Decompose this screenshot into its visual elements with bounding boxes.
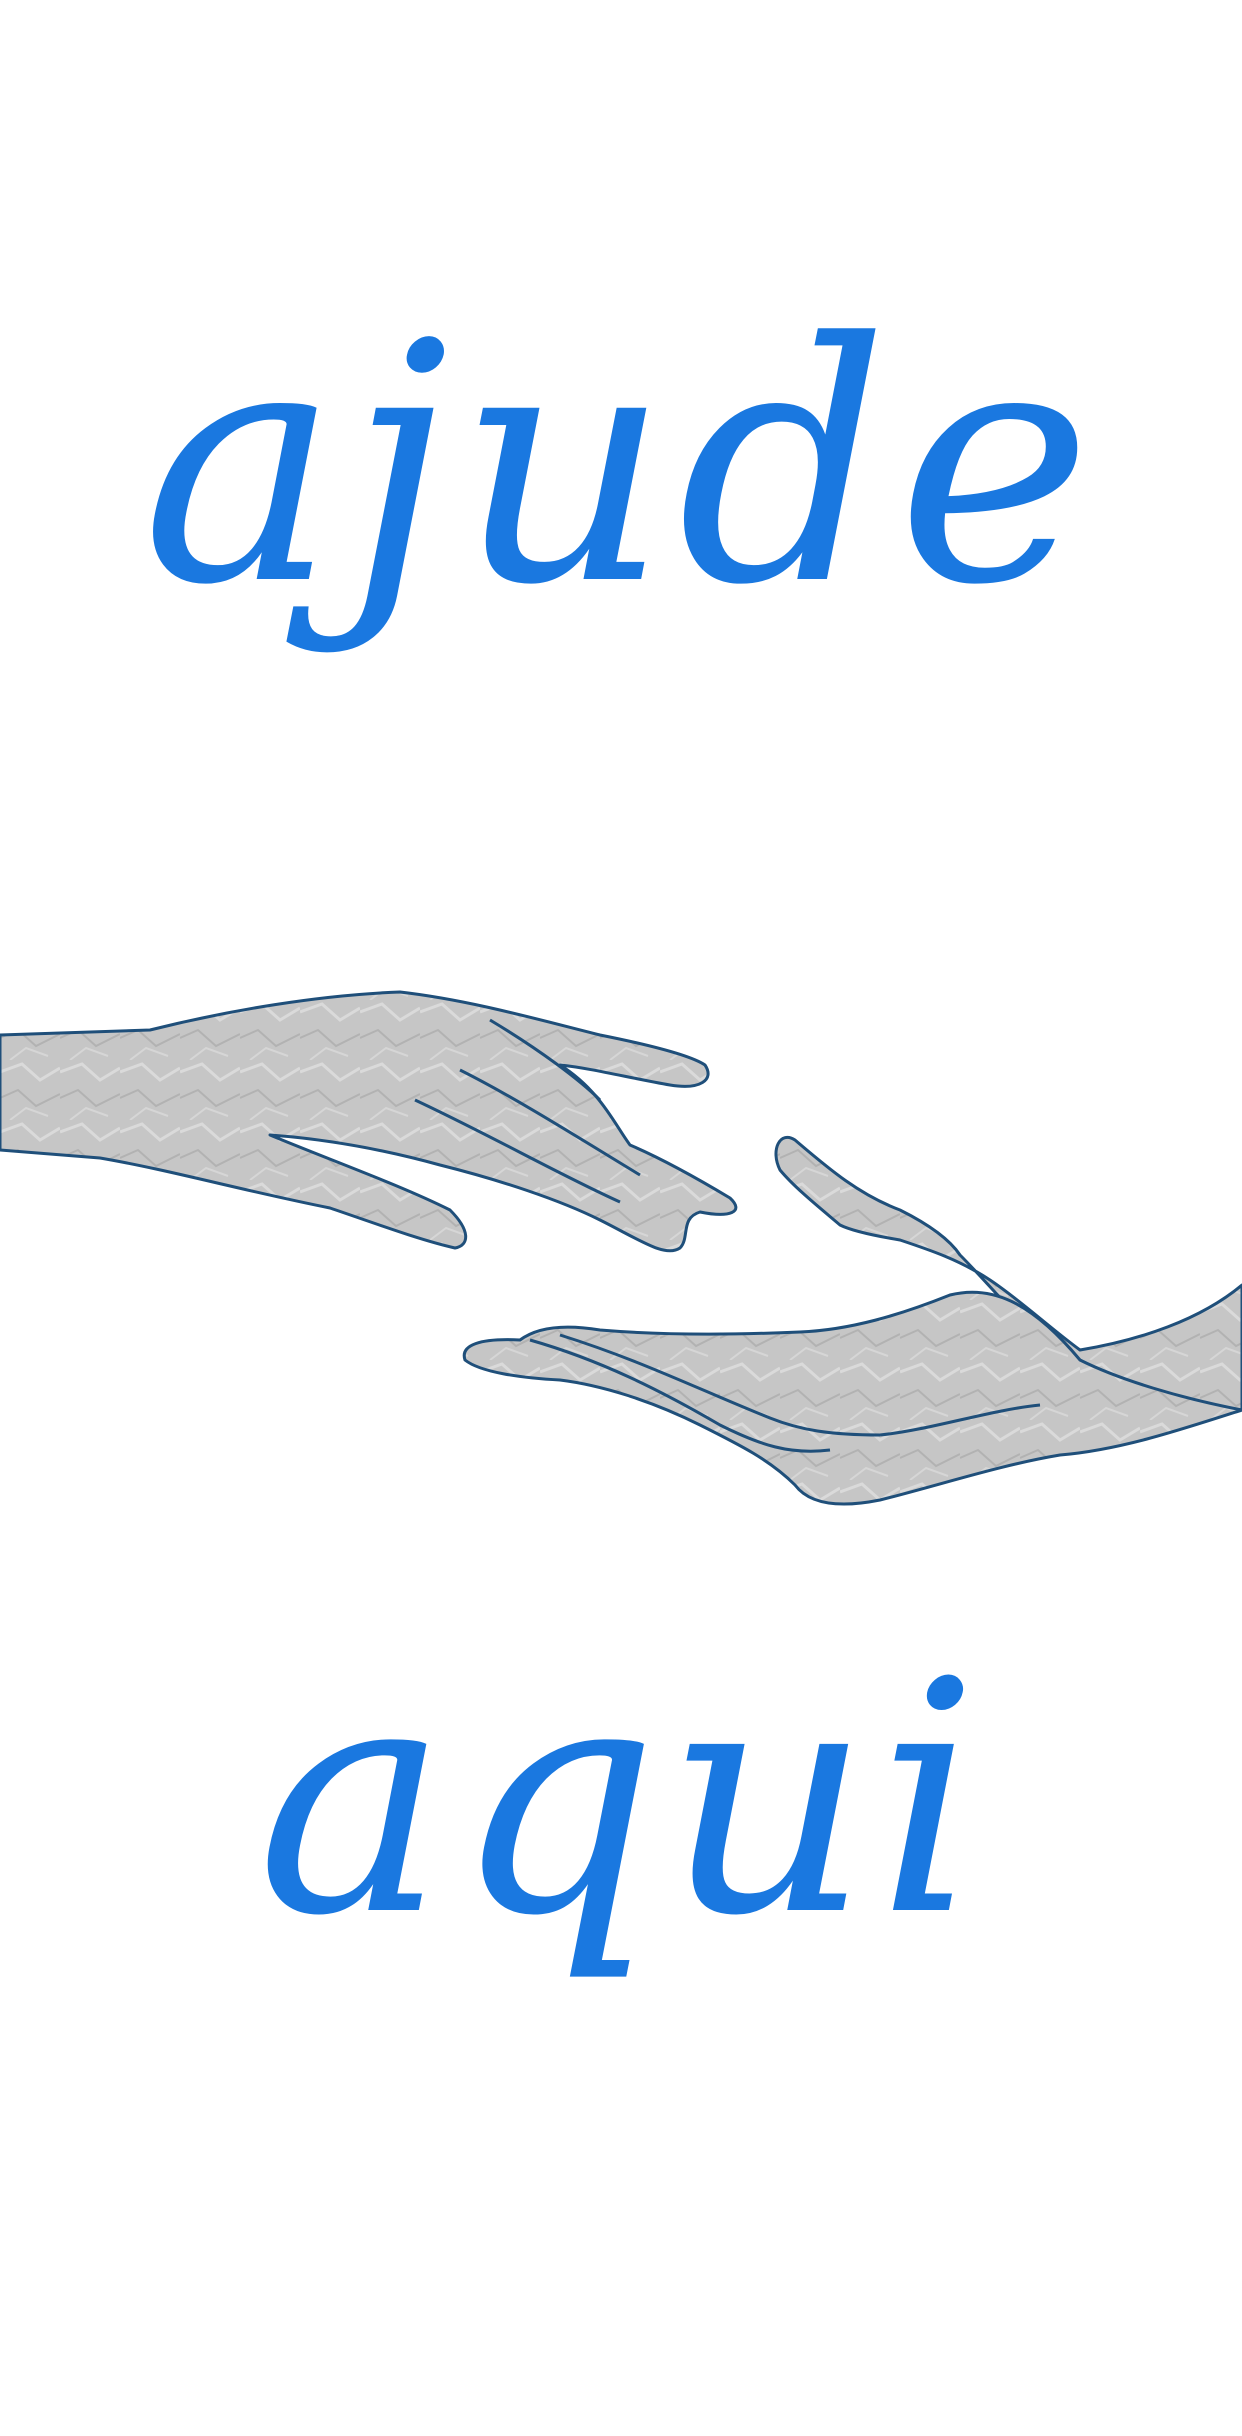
reaching-hands-icon <box>0 940 1242 1640</box>
headline-bottom: aqui <box>256 1614 986 1986</box>
left-hand <box>0 992 736 1251</box>
headline-top: ajude <box>141 273 1101 657</box>
